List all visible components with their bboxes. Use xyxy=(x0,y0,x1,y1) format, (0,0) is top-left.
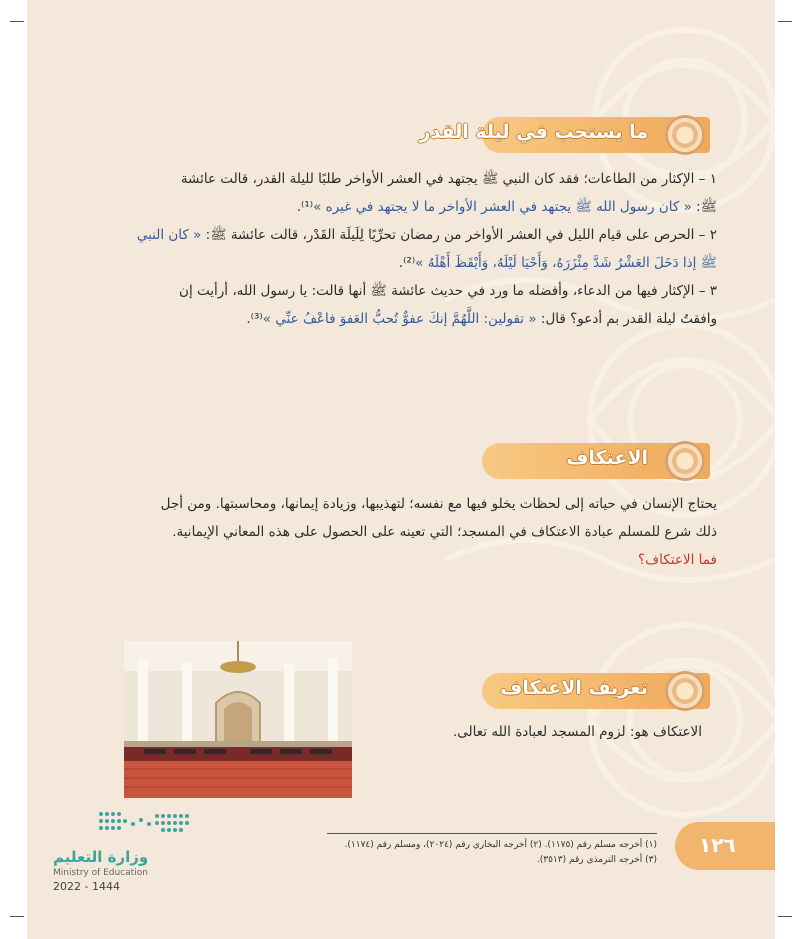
footnote-line-2: (٣) أخرجه الترمذي رقم (٣٥١٣). xyxy=(536,855,657,865)
ornament-medallion-icon xyxy=(665,441,705,481)
crop-mark xyxy=(778,916,792,917)
section-title: تعريف الاعتكاف xyxy=(500,677,648,699)
crop-mark xyxy=(10,916,24,917)
section-title: ما يستحب في ليلة القدر xyxy=(419,121,648,143)
textbook-page xyxy=(27,0,775,939)
list-item-1-line-1: ١ – الإكثار من الطاعات؛ فقد كان النبي ﷺ يجتهد في العشر الأواخر طلبًا لليلة القدر، قالت عائشة xyxy=(180,171,717,187)
list-item-3-line-2: وافقتُ ليلة القدر بم أدعو؟ قال: « تقولين: اللَّهُمَّ إنكَ عفوٌّ تُحبُّ العَفوَ فاعْفُ عنِّي »⁽³⁾. xyxy=(246,311,717,327)
question-text: فما الاعتكاف؟ xyxy=(638,552,717,568)
ministry-name-arabic: وزارة التعليم xyxy=(53,848,149,866)
ornament-medallion-icon xyxy=(665,671,705,711)
itikaf-paragraph xyxy=(105,490,717,574)
list-item-1-line-2: ﷺ: « كان رسول الله ﷺ يجتهد في العشر الأواخر ما لا يجتهد في غيره »⁽¹⁾. xyxy=(296,199,717,215)
list-item-3-line-1: ٣ – الإكثار فيها من الدعاء، وأفضله ما ورد في حديث عائشة ﷺ أنها قالت: يا رسول الله، أرأيت إن xyxy=(179,283,717,299)
ministry-logo-dots-icon xyxy=(97,810,192,834)
mosque-interior-photo xyxy=(124,641,352,798)
list-item-2-line-2: ﷺ إذا دَخَلَ العَشْرُ شَدَّ مِئْزَرَهُ، وَأَحْيَا لَيْلَهُ، وَأَيْقَظَ أَهْلَهُ »⁽²⁾. xyxy=(398,255,717,271)
laylat-list xyxy=(105,165,717,333)
paragraph-line-2: ذلك شرع للمسلم عبادة الاعتكاف في المسجد؛ التي تعينه على الحصول على هذه المعاني الإيمانية. xyxy=(172,524,717,540)
section-title: الاعتكاف xyxy=(566,447,648,469)
footnotes xyxy=(307,838,657,868)
ministry-name-english: Ministry of Education xyxy=(53,868,148,878)
paragraph-line-1: يحتاج الإنسان في حياته إلى لحظات يخلو فيها مع نفسه؛ لتهذيبها، وزيادة إيمانها، ومحاسبتها. ومن أجل xyxy=(160,496,717,512)
ornament-medallion-icon xyxy=(665,115,705,155)
definition-text: الاعتكاف هو: لزوم المسجد لعبادة الله تعالى. xyxy=(453,724,702,740)
page-number: ١٢٦ xyxy=(699,833,736,857)
ministry-year: 2022 - 1444 xyxy=(53,880,120,893)
crop-mark xyxy=(778,21,792,22)
footnote-line-1: (١) أخرجه مسلم رقم (١١٧٥). (٢) أخرجه البخاري رقم (٢٠٢٤)، ومسلم رقم (١١٧٤). xyxy=(344,840,657,850)
footnote-divider xyxy=(327,833,657,834)
crop-mark xyxy=(10,21,24,22)
list-item-2-line-1: ٢ – الحرص على قيام الليل في العشر الأواخر من رمضان تحرِّيًا لِلَيلَة القَدْر، قالت عائشة ﷺ: « كان النبي xyxy=(136,227,717,243)
ministry-logo xyxy=(53,810,193,893)
